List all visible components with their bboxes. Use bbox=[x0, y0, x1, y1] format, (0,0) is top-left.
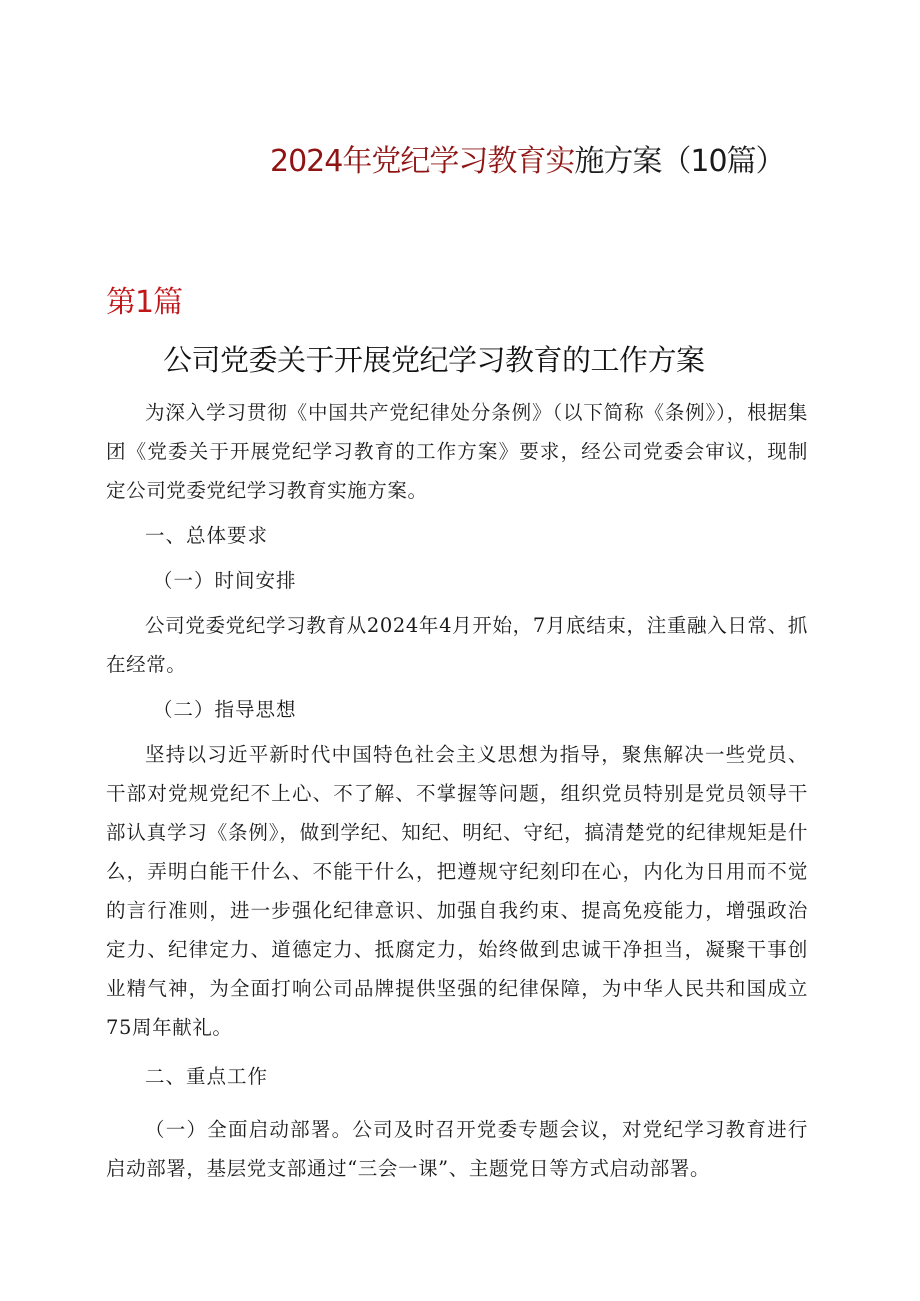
key-work-paragraph: （一）全面启动部署。公司及时召开党委专题会议，对党纪学习教育进行启动部署，基层党支部通过“三会一课”、主题党日等方式启动部署。 bbox=[106, 1118, 808, 1180]
document-title: 公司党委关于开展党纪学习教育的工作方案 bbox=[163, 343, 705, 377]
schedule-paragraph: 公司党委党纪学习教育从2024年4月开始，7月底结束，注重融入日常、抓在经常。 bbox=[106, 614, 808, 676]
section-heading-general-requirements: 一、总体要求 bbox=[145, 524, 269, 547]
section-heading-key-work: 二、重点工作 bbox=[145, 1065, 269, 1088]
subsection-heading-schedule: （一）时间安排 bbox=[153, 569, 297, 592]
main-title bbox=[270, 142, 870, 182]
part-label: 第1篇 bbox=[106, 285, 183, 320]
main-title-red-part: 2024年党纪学习教育实 bbox=[270, 144, 575, 179]
subsection-heading-guiding-ideology: （二）指导思想 bbox=[153, 698, 297, 721]
document-body bbox=[106, 393, 808, 1188]
intro-paragraph: 为深入学习贯彻《中国共产党纪律处分条例》（以下简称《条例》），根据集团《党委关于开展党纪学习教育的工作方案》要求，经公司党委会审议，现制定公司党委党纪学习教育实施方案。 bbox=[106, 401, 808, 502]
guiding-ideology-paragraph: 坚持以习近平新时代中国特色社会主义思想为指导，聚焦解决一些党员、干部对党规党纪不上心、不了解、不掌握等问题，组织党员特别是党员领导干部认真学习《条例》，做到学纪、知纪、明纪、守纪，搞清楚党的纪律规矩是什么，弄明白能干什么、不能干什么，把遵规守纪刻印在心，内化为日用而不觉的言行准则，进一步强化纪律意识、加强自我约束、提高免疫能力，增强政治定力、纪律定力、道德定力、抵腐定力，始终做到忠诚干净担当，凝聚干事创业精气神，为全面打响公司品牌提供坚强的纪律保障，为中华人民共和国成立75周年献礼。 bbox=[106, 743, 808, 1039]
main-title-black-part: 施方案（10篇） bbox=[574, 144, 785, 179]
